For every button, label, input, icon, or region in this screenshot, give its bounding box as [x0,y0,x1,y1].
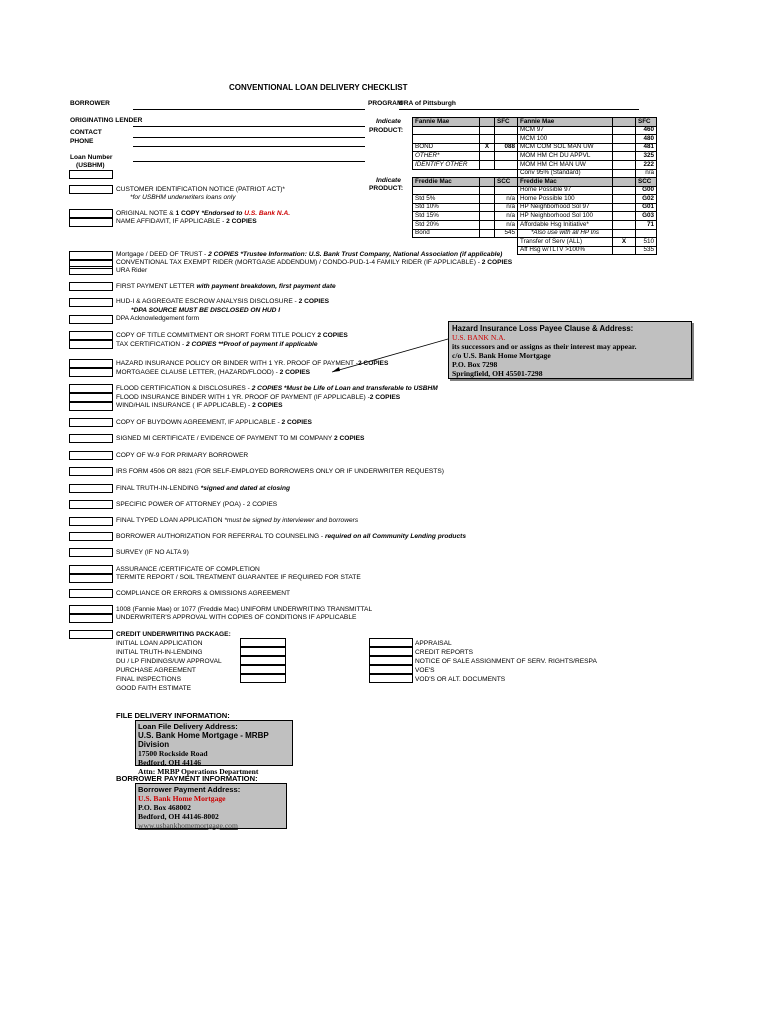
freddie-mark-cell[interactable] [613,203,636,212]
flood-ins-b: 2 COPIES [369,394,401,401]
checkbox-ura-rider[interactable] [69,266,113,275]
file-delivery-title: FILE DELIVERY INFORMATION: [116,711,230,720]
approval-text: UNDERWRITER'S APPROVAL WITH COPIES OF CONDITIONS IF APPLICABLE [116,614,357,621]
checkbox-compliance[interactable] [69,589,113,598]
hazard-box-bank: U.S. BANK N.A. [452,333,506,342]
til-a: FINAL TRUTH-IN-LENDING [116,485,201,492]
tax-cert-a: TAX CERTIFICATION - [116,341,186,348]
freddie-right-scc: 71 [636,220,657,229]
mortgagee-text [116,370,310,377]
first-payment-text [116,284,336,291]
checkbox-first-payment[interactable] [69,282,113,291]
credit-right-item: NOTICE OF SALE ASSIGNMENT OF SERV. RIGHTS/RESPA [415,658,597,665]
orig-note-d: U.S. Bank N.A. [244,210,291,217]
freddie-mac-table [412,177,657,255]
loan-number-label: Loan Number [70,154,113,161]
freddie-left-name: Std 10% [413,203,480,212]
fannie-left-sfc: 088 [495,143,518,152]
final-app-a: FINAL TYPED LOAN APPLICATION [116,517,225,524]
borrower-field[interactable] [133,109,365,110]
wind-text [116,403,282,410]
credit-left-item: GOOD FAITH ESTIMATE [116,685,191,692]
freddie-left-scc: n/a [495,203,518,212]
freddie-right-name: HP Neighborhood Sol 97 [518,203,613,212]
til-text [116,486,290,493]
hud-text [116,299,329,306]
checkbox-mi[interactable] [69,434,113,443]
checkbox-approval[interactable] [69,614,113,623]
freddie-mark-cell[interactable] [613,246,636,255]
fannie-header: Fannie Mae [413,118,480,127]
credit-left-item: FINAL INSPECTIONS [116,676,181,683]
freddie-right-scc: G00 [636,186,657,195]
credit-left-item: PURCHASE AGREEMENT [116,667,196,674]
hazard-box-title: Hazard Insurance Loss Payee Clause & Address: [452,324,634,333]
freddie-left-name: Std 15% [413,212,480,221]
fannie-right-sfc: 481 [636,143,657,152]
freddie-left-name: Std 5% [413,195,480,204]
freddie-right-note: *Also use with all HP Ins [518,229,613,238]
freddie-mark-cell[interactable] [613,195,636,204]
sfc-header: SFC [495,118,518,127]
scc-header: SCC [495,178,518,187]
contact-label: CONTACT [70,129,102,136]
first-payment-a: FIRST PAYMENT LETTER [116,283,197,290]
scc-header-right: SCC [636,178,657,187]
flood-cert-a: FLOOD CERTIFICATION & DISCLOSURES - [116,385,252,392]
freddie-left-scc: 545 [495,229,518,238]
file-delivery-box-title: Loan File Delivery Address: [138,722,238,731]
final-app-b: *must be signed by interviewer and borrowers [224,517,359,524]
flood-cert-b: 2 COPIES *Must be Life of Loan and transferable to USBHM [251,385,438,392]
sfc-header-right: SFC [636,118,657,127]
mortgage-text [116,252,502,259]
freddie-right-scc: G03 [636,212,657,221]
file-delivery-line1: U.S. Bank Home Mortgage - MRBP Division [138,731,269,749]
freddie-left-scc: n/a [495,195,518,204]
fannie-right-name: Conv 95% (Standard) [518,169,613,178]
usbhm-label: (USBHM) [76,162,105,169]
orig-note-b: 1 COPY [175,210,202,217]
program-underline [399,109,639,110]
credit-left-box[interactable] [240,647,286,656]
payment-box-website-link[interactable]: www.usbankhomemortgage.com [138,821,238,830]
credit-left-item: DU / LP FINDINGS/UW APPROVAL [116,658,222,665]
flood-ins-text [116,395,400,402]
credit-right-box[interactable] [369,638,413,647]
checkbox-hud[interactable] [69,298,113,307]
checkbox-transmittal[interactable] [69,605,113,614]
orig-note-a: ORIGINAL NOTE & [116,210,176,217]
first-payment-b: with payment breakdown, first payment date [196,283,336,290]
checkbox-irs[interactable] [69,467,113,476]
checkbox-hazard[interactable] [69,359,113,368]
payment-box-line2: P.O. Box 468002 [138,803,191,812]
hazard-box-line5: Springfield, OH 45501-7298 [452,369,543,378]
buydown-text [116,420,312,427]
freddie-right-scc: 535 [636,246,657,255]
mi-b: 2 COPIES [334,435,365,442]
fannie-mark-cell[interactable] [480,135,495,144]
fannie-right-sfc: n/a [636,169,657,178]
checkbox-termite[interactable] [69,574,113,583]
page-title: CONVENTIONAL LOAN DELIVERY CHECKLIST [229,83,408,92]
freddie-mark-cell[interactable] [480,203,495,212]
title-commitment-text [116,333,348,340]
name-affidavit-b: 2 COPIES [226,218,257,225]
transmittal-text: 1008 (Fannie Mae) or 1077 (Freddie Mac) UNIFORM UNDERWRITING TRANSMITTAL [116,606,373,613]
freddie-left-scc: n/a [495,212,518,221]
freddie-left-name: Std 20% [413,220,480,229]
checkbox-flood-ins[interactable] [69,393,113,402]
fannie-right-sfc: 460 [636,126,657,135]
fannie-right-sfc: 480 [636,135,657,144]
freddie-right-name: HP Neighborhood Sol 100 [518,212,613,221]
payment-box-line1: U.S. Bank Home Mortgage [138,794,226,803]
fannie-left-name: IDENTIFY OTHER [413,160,480,169]
credit-right-item: APPRAISAL [415,640,452,647]
fannie-right-name: MCM 97 [518,126,613,135]
hud-b: 2 COPIES [298,298,330,305]
wind-a: WIND/HAIL INSURANCE ( IF APPLICABLE) - [116,402,253,409]
freddie-right-name: Affordable Hsg Initiative* [518,220,613,229]
program-label: PROGRAM [368,100,403,107]
credit-right-item: CREDIT REPORTS [415,649,474,656]
indicate-label: Indicate [376,118,401,125]
wind-b: 2 COPIES [252,402,283,409]
pointer-arrow-icon [330,336,452,376]
hazard-box-line3: c/o U.S. Bank Home Mortgage [452,351,551,360]
mi-a: SIGNED MI CERTIFICATE / EVIDENCE OF PAYMENT TO MI COMPANY [116,435,334,442]
file-delivery-line3: Bedford, OH 44146 [138,758,202,767]
flood-ins-a: FLOOD INSURANCE BINDER WITH 1 YR. PROOF OF PAYMENT (IF APPLICABLE) - [116,394,370,401]
buydown-a: COPY OF BUYDOWN AGREEMENT, IF APPLICABLE - [116,419,282,426]
checkbox-tax-cert[interactable] [69,340,113,349]
patriot-text: CUSTOMER IDENTIFICATION NOTICE (PATRIOT ACT)* [116,186,285,193]
checkbox-mortgagee[interactable] [69,368,113,377]
hud-a: HUD-I & AGGREGATE ESCROW ANALYSIS DISCLOSURE - [116,298,299,305]
checkbox-flood-cert[interactable] [69,384,113,393]
fannie-mark-cell[interactable] [480,160,495,169]
name-affidavit-a: NAME AFFIDAVIT, IF APPLICABLE - [116,218,227,225]
freddie-header: Freddie Mac [413,178,480,187]
borrower-label: BORROWER [70,100,110,107]
hazard-a: HAZARD INSURANCE POLICY OR BINDER WITH 1 YR. PROOF OF PAYMENT - [116,360,358,367]
title-commit-b: 2 COPIES [317,332,348,339]
freddie-mark-cell[interactable] [480,229,495,238]
freddie-mark-cell[interactable] [480,186,495,195]
originating-lender-field[interactable] [133,126,365,127]
freddie-mark-cell[interactable] [613,212,636,221]
contact-field[interactable] [133,137,365,138]
assurance-text: ASSURANCE /CERTIFICATE OF COMPLETION [116,566,260,573]
checkbox-credit-package[interactable] [69,630,113,639]
flood-cert-text [116,386,438,393]
freddie-right-name: Home Possible 97 [518,186,613,195]
fannie-mark-cell[interactable] [613,160,636,169]
tax-cert-b: 2 COPIES **Proof of payment if applicable [185,341,318,348]
fannie-right-sfc: 325 [636,152,657,161]
freddie-left-name [413,186,480,195]
freddie-left-name: Bond [413,229,480,238]
fannie-right-sfc: 222 [636,160,657,169]
freddie-mark-cell[interactable] [480,195,495,204]
phone-field[interactable] [133,146,365,147]
fannie-mark-cell[interactable] [480,152,495,161]
product-label: PRODUCT: [369,127,404,134]
fannie-mark-cell[interactable] [613,135,636,144]
counseling-text [116,534,466,541]
checkbox-w9[interactable] [69,451,113,460]
counseling-b: required on all Community Lending products [324,533,466,540]
freddie-mark-cell[interactable] [613,186,636,195]
checkbox-wind[interactable] [69,402,113,411]
freddie-right-scc: G01 [636,203,657,212]
file-delivery-line4: Attn: MRBP Operations Department [138,767,259,776]
ura-rider-text: URA Rider [116,267,148,274]
mortgagee-a: MORTGAGEE CLAUSE LETTER, (HAZARD/FLOOD) - [116,369,280,376]
freddie-mark-cell[interactable] [613,220,636,229]
credit-left-item: INITIAL LOAN APPLICATION [116,640,203,647]
credit-right-box[interactable] [369,656,413,665]
fannie-mark-cell[interactable] [613,143,636,152]
credit-right-box[interactable] [369,647,413,656]
credit-left-box[interactable] [240,674,286,683]
fannie-mae-table [412,117,657,178]
termite-text: TERMITE REPORT / SOIL TREATMENT GUARANTEE IF REQUIRED FOR STATE [116,574,361,581]
file-delivery-box [135,720,293,776]
credit-left-box[interactable] [240,665,286,674]
compliance-text: COMPLIANCE OR ERRORS & OMISSIONS AGREEMENT [116,590,291,597]
freddie-mark-cell[interactable] [480,212,495,221]
tax-exempt-text [116,260,512,267]
checkbox-counseling[interactable] [69,532,113,541]
credit-left-box[interactable] [240,656,286,665]
checkbox-name-affidavit[interactable] [69,218,113,227]
originating-lender-label: ORIGINATING LENDER [70,117,143,124]
tax-exempt-b: 2 COPIES [481,259,513,266]
mi-text [116,436,364,443]
fannie-mark-cell[interactable] [480,126,495,135]
checkbox-title-commitment[interactable] [69,331,113,340]
fannie-mark-cell[interactable]: X [480,143,495,152]
til-b: *signed and dated at closing [200,485,291,492]
patriot-note: *for USBHM underwriters loans only [130,194,236,201]
mortgagee-b: 2 COPIES [279,369,311,376]
final-app-text [116,518,358,525]
credit-right-item: VOE'S [415,667,435,674]
freddie-mark-cell[interactable]: X [613,238,636,247]
checkbox-patriot[interactable] [69,185,113,194]
fannie-left-name: OTHER* [413,152,480,161]
credit-left-item: INITIAL TRUTH-IN-LENDING [116,649,203,656]
original-note-text [116,211,290,218]
hazard-loss-payee-box [448,321,692,379]
credit-right-item: VOD'S OR ALT. DOCUMENTS [415,676,506,683]
indicate-label-2: Indicate [376,177,401,184]
w9-text: COPY OF W-9 FOR PRIMARY BORROWER [116,452,249,459]
fannie-mark-cell[interactable] [613,126,636,135]
checkbox-mortgage[interactable] [69,251,113,260]
tax-exempt-a: CONVENTIONAL TAX EXEMPT RIDER (MORTGAGE ADDENDUM) / CONDO-PUD-1-4 FAMILY RIDER (IF APPLICABLE) - [116,259,482,266]
hazard-box-line4: P.O. Box 7298 [452,360,498,369]
checkbox-poa[interactable] [69,500,113,509]
checkbox-til[interactable] [69,484,113,493]
name-affidavit-text [116,219,257,226]
freddie-left-scc: n/a [495,220,518,229]
credit-right-box[interactable] [369,674,413,683]
fannie-right-name: MOM HM CH MAN UW [518,160,613,169]
poa-text: SPECIFIC POWER OF ATTORNEY (POA) - 2 COPIES [116,501,278,508]
mortgage-b: 2 COPIES *Trustee Information: U.S. Bank Trust Company, National Association (if applicable) [208,251,503,258]
payment-box-title: Borrower Payment Address: [138,785,241,794]
counseling-a: BORROWER AUTHORIZATION FOR REFERRAL TO COUNSELING - [116,533,325,540]
fannie-left-name [413,126,480,135]
irs-text: IRS FORM 4506 OR 8821 (FOR SELF-EMPLOYED BORROWERS ONLY OR IF UNDERWRITER REQUESTS) [116,468,444,475]
hazard-box-line2: its successors and or assigns as their interest may appear. [452,342,637,351]
fannie-header-right: Fannie Mae [518,118,613,127]
loan-number-box[interactable] [69,170,113,179]
freddie-right-name: Home Possible 100 [518,195,613,204]
hazard-b: 2 COPIES [357,360,389,367]
tax-cert-text [116,342,318,349]
freddie-right-scc: G02 [636,195,657,204]
product-label-2: PRODUCT: [369,185,404,192]
phone-label: PHONE [70,138,94,145]
checkbox-final-app[interactable] [69,517,113,526]
freddie-right-name: Aff Hsg w/TLTV >100% [518,246,613,255]
buydown-b: 2 COPIES [281,419,312,426]
checkbox-original-note[interactable] [69,209,113,218]
checkbox-survey[interactable] [69,548,113,557]
freddie-right-name: Transfer of Serv (ALL) [518,238,613,247]
orig-note-c: *Endorsed to [201,210,245,217]
payment-info-box [135,783,287,829]
payment-info-title: BORROWER PAYMENT INFORMATION: [116,774,258,783]
survey-text: SURVEY (IF NO ALTA 9) [116,549,189,556]
program-value: URA of Pittsburgh [399,100,456,107]
credit-left-box[interactable] [240,638,286,647]
credit-right-box[interactable] [369,665,413,674]
fannie-right-name: MOM HM CH DU APPVL [518,152,613,161]
credit-package-title: CREDIT UNDERWRITING PACKAGE: [116,631,231,638]
fannie-right-name: MCM 100 [518,135,613,144]
freddie-header-right: Freddie Mac [518,178,613,187]
title-commit-a: COPY OF TITLE COMMITMENT OR SHORT FORM TITLE POLICY [116,332,318,339]
fannie-right-name: MCM COM SOL MAN UW [518,143,613,152]
mortgage-a: Mortgage / DEED OF TRUST - [116,251,209,258]
file-delivery-line2: 17500 Rockside Road [138,749,208,758]
checkbox-buydown[interactable] [69,418,113,427]
payment-box-line3: Bedford, OH 44146-8002 [138,812,219,821]
freddie-mark-cell[interactable] [480,220,495,229]
loan-number-field[interactable] [133,161,365,162]
freddie-right-scc: 510 [636,238,657,247]
checkbox-dpa[interactable] [69,315,113,324]
dpa-ack-text: DPA Acknowledgement form [116,315,200,322]
fannie-mark-cell[interactable] [613,152,636,161]
checkbox-assurance[interactable] [69,565,113,574]
fannie-left-name: BOND [413,143,480,152]
dpa-source-text: *DPA SOURCE MUST BE DISCLOSED ON HUD I [131,307,281,314]
fannie-left-name [413,135,480,144]
